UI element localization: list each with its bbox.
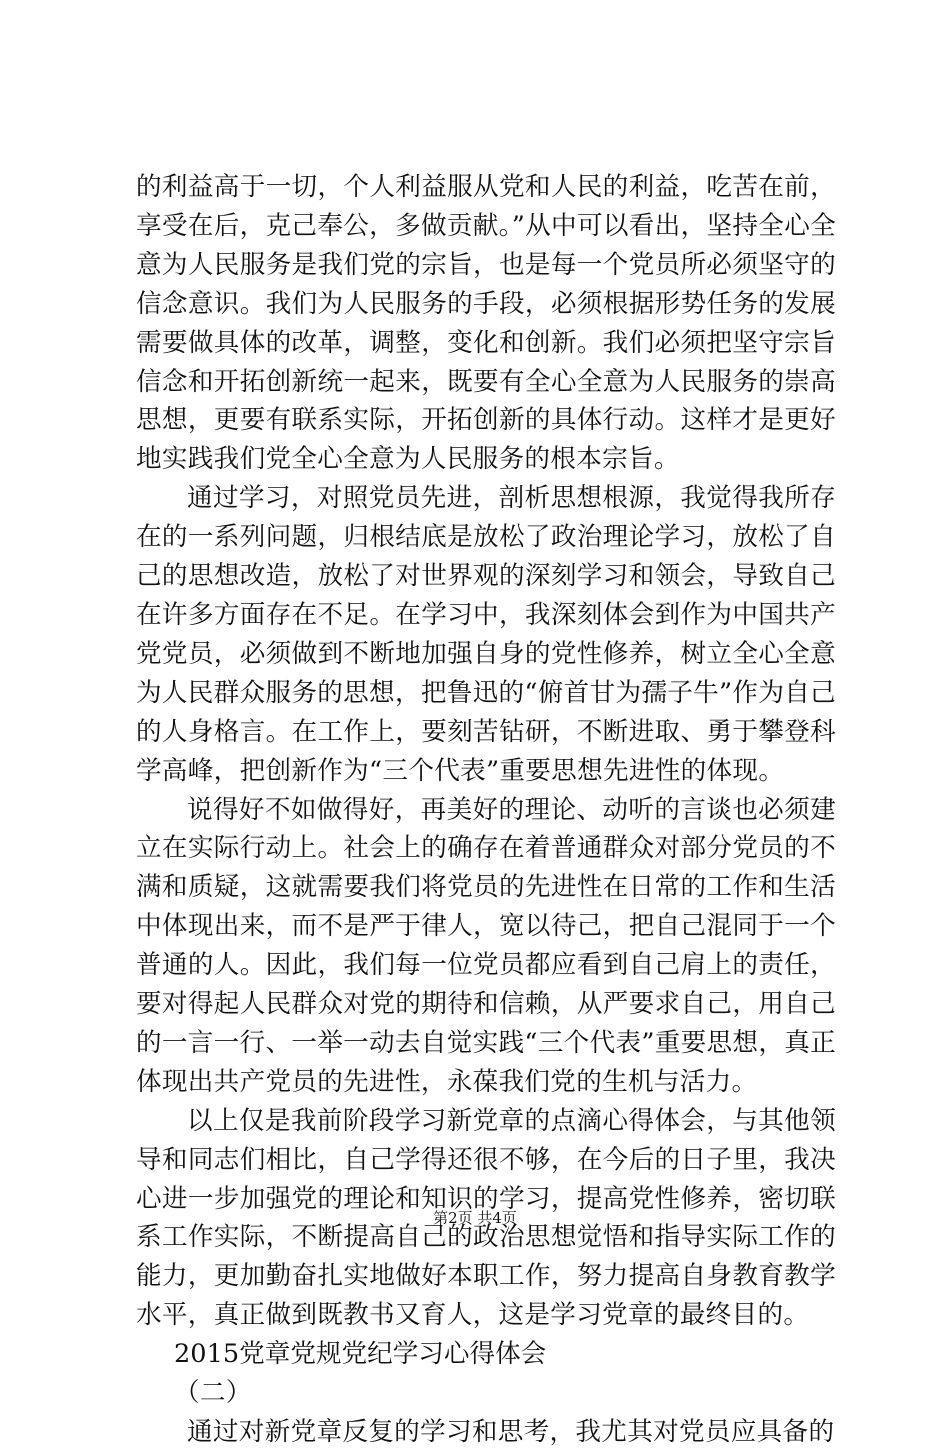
section-title: 2015党章党规党纪学习心得体会 [174, 1339, 547, 1370]
document-body [136, 168, 836, 1452]
paragraph-4: 以上仅是我前阶段学习新党章的点滴心得体会，与其他领导和同志们相比，自己学得还很不够，在今后的日子里，我决心进一步加强党的理论和知识的学习，提高党性修养，密切联系工作实际，不断提高自己的政治思想觉悟和指导实际工作的能力，更加勤奋扎实地做好本职工作，努力提高自身教育教学水平，真正做到既教书又育人，这是学习党章的最终目的。 [136, 1105, 836, 1331]
section-number: （二） [174, 1378, 252, 1409]
paragraph-5: 通过对新党章反复的学习和思考，我尤其对党员应具备的 [187, 1417, 835, 1447]
page-footer: 第2页 共4页 [433, 1209, 517, 1227]
paragraph-2: 通过学习，对照党员先进，剖析思想根源，我觉得我所存在的一系列问题，归根结底是放松了政治理论学习，放松了自己的思想改造，放松了对世界观的深刻学习和领会，导致自己在许多方面存在不足。在学习中，我深刻体会到作为中国共产党党员，必须做到不断地加强自身的党性修养，树立全心全意为人民群众服务的思想，把鲁迅的“俯首甘为孺子牛”作为自己的人身格言。在工作上，要刻苦钻研，不断进取、勇于攀登科学高峰，把创新作为“三个代表”重要思想先进性的体现。 [136, 483, 837, 786]
paragraph-3: 说得好不如做得好，再美好的理论、动听的言谈也必须建立在实际行动上。社会上的确存在着普通群众对部分党员的不满和质疑，这就需要我们将党员的先进性在日常的工作和生活中体现出来，而不是严于律人，宽以待己，把自己混同于一个普通的人。因此，我们每一位党员都应看到自己肩上的责任，要对得起人民群众对党的期待和信赖，从严要求自己，用自己的一言一行、一举一动去自觉实践“三个代表”重要思想，真正体现出共产党员的先进性，永葆我们党的生机与活力。 [136, 794, 837, 1097]
paragraph-1: 的利益高于一切，个人利益服从党和人民的利益，吃苦在前，享受在后，克己奉公，多做贡献。”从中可以看出，坚持全心全意为人民服务是我们党的宗旨，也是每一个党员所必须坚守的信念意识。我们为人民服务的手段，必须根据形势任务的发展需要做具体的改革，调整，变化和创新。我们必须把坚守宗旨信念和开拓创新统一起来，既要有全心全意为人民服务的崇高思想，更要有联系实际，开拓创新的具体行动。这样才是更好地实践我们党全心全意为人民服务的根本宗旨。 [136, 172, 836, 475]
